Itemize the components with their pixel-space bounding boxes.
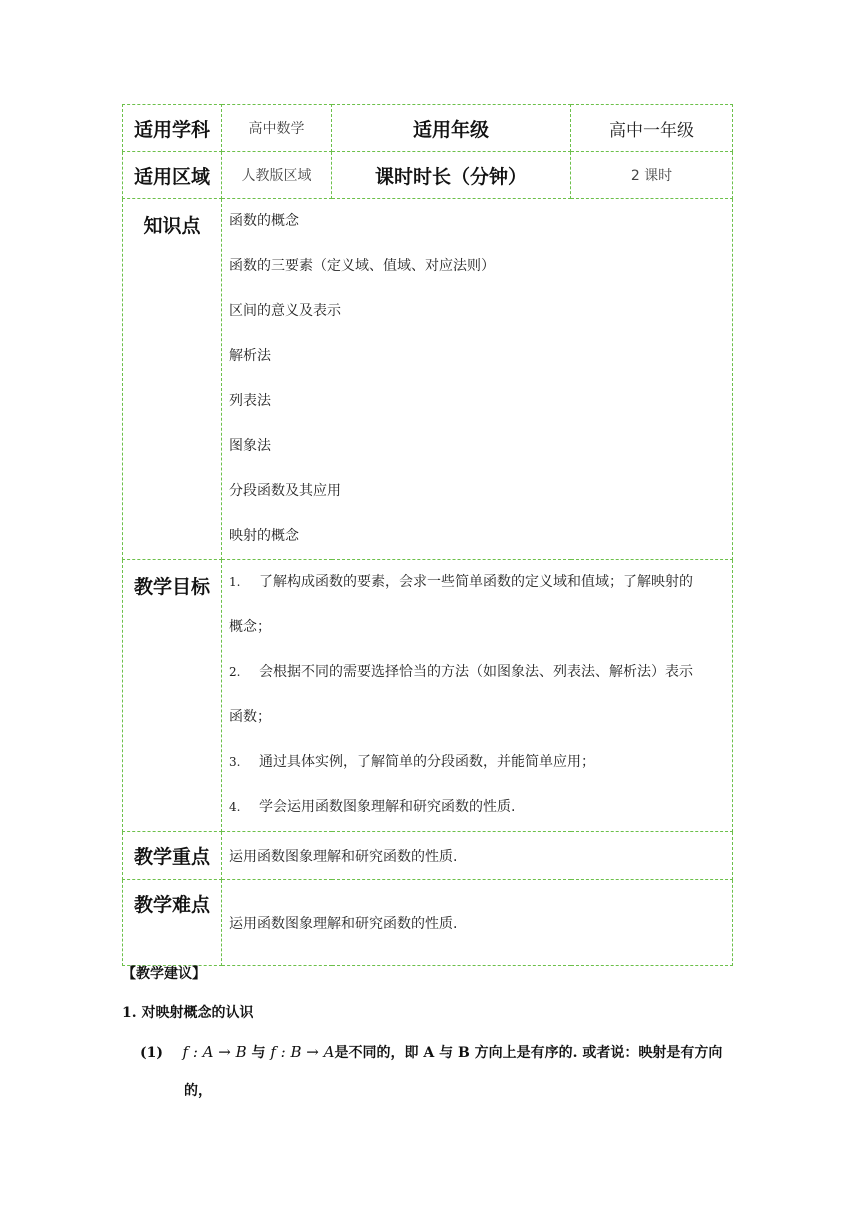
goal-text: 通过具体实例，了解简单的分段函数，并能简单应用； [259,754,595,770]
knowledge-label: 知识点 [143,215,201,237]
lesson-info-table [122,104,733,966]
goal-text: 会根据不同的需要选择恰当的方法（如图象法、列表法、解析法）表示 [259,664,693,680]
duration-value: 2 课时 [571,152,733,199]
line-prefix: (1) [140,1045,163,1061]
key-point-label: 教学重点 [123,832,222,880]
goal-number: 3. [229,755,241,769]
list-item: 映射的概念 [229,528,299,544]
region-value: 人教版区域 [222,152,332,199]
list-item: 函数的概念 [229,213,299,229]
list-item: 列表法 [229,393,271,409]
goal-text: 学会运用函数图象理解和研究函数的性质. [259,799,516,815]
goal-continuation: 概念； [229,619,271,635]
math-expression: f : A → B [182,1043,247,1061]
list-item: 分段函数及其应用 [229,483,341,499]
table-row [123,560,733,832]
knowledge-points [222,199,733,560]
goal-number: 4. [229,800,241,814]
grade-value: 高中一年级 [571,105,733,152]
goal-continuation: 函数； [229,709,271,725]
goal-number: 2. [229,665,241,679]
line-text: 是不同的，即 A 与 B 方向上是有序的. 或者说：映射是有方向 [334,1045,723,1061]
goal-item [229,740,732,785]
list-item: 函数的三要素（定义域、值域、对应法则） [229,258,495,274]
table-row [123,105,733,152]
duration-label: 课时时长（分钟） [332,152,571,199]
suggestion-line-continuation: 的， [184,1083,212,1099]
difficult-point-value: 运用函数图象理解和研究函数的性质. [222,880,733,966]
key-point-value: 运用函数图象理解和研究函数的性质. [222,832,733,880]
difficult-point-label: 教学难点 [133,894,210,916]
goal-item [229,650,732,695]
goal-item [229,560,732,605]
suggestion-title: 【教学建议】 [122,966,206,982]
list-item: 图象法 [229,438,271,454]
goal-text: 了解构成函数的要素，会求一些简单函数的定义域和值域；了解映射的 [259,574,693,590]
suggestion-line [140,1042,760,1062]
table-row [123,199,733,560]
teaching-goals [222,560,733,832]
region-label: 适用区域 [123,152,222,199]
table-row [123,880,733,966]
table-row [123,152,733,199]
list-item: 解析法 [229,348,271,364]
goals-label: 教学目标 [133,576,210,598]
connector-text: 与 [251,1045,266,1061]
subject-value: 高中数学 [222,105,332,152]
goal-number: 1. [229,575,241,589]
table-row [123,832,733,880]
subject-label: 适用学科 [123,105,222,152]
math-expression: f : B → A [270,1043,335,1061]
list-item: 区间的意义及表示 [229,303,341,319]
goal-item [229,785,732,830]
suggestion-item-1: 1. 对映射概念的认识 [122,1005,254,1021]
grade-label: 适用年级 [332,105,571,152]
